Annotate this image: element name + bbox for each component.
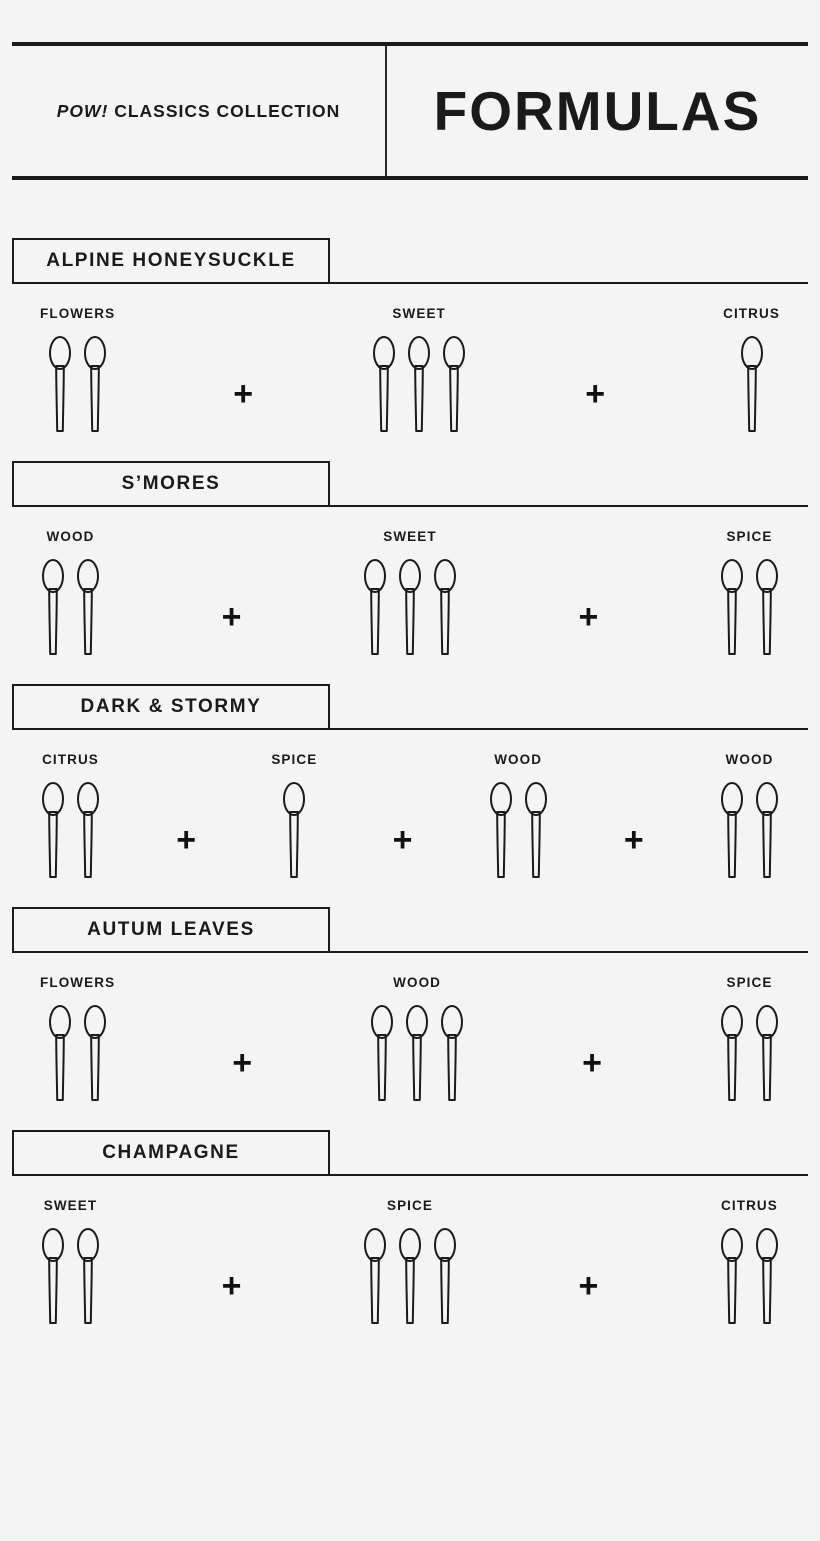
ingredient-label: WOOD [46,529,95,544]
spoon-icon [754,1227,780,1327]
plus-icon: + [578,597,599,636]
formulas-page [0,42,820,1541]
ingredient-group [362,529,458,658]
recipe-name: DARK & STORMY [12,684,330,730]
spoon-count [40,781,101,881]
ingredient-label: WOOD [494,752,543,767]
plus-icon: + [582,1043,602,1082]
spoon-icon [404,1004,430,1104]
plus-icon: + [585,374,606,413]
ingredient-label: FLOWERS [40,975,116,990]
ingredient-label: SPICE [386,1198,433,1213]
ingredient-group [369,975,465,1104]
spoon-count [739,335,765,435]
spoon-count [40,1227,101,1327]
formula-row [12,1176,808,1353]
spoon-count [719,1004,780,1104]
ingredient-group [40,1198,101,1327]
spoon-icon [47,335,73,435]
spoon-count [371,335,467,435]
collection-title [57,101,341,122]
ingredient-group [40,306,115,435]
formula-row [12,953,808,1130]
ingredient-label: SPICE [726,975,773,990]
page-header [12,42,808,180]
spoon-icon [75,558,101,658]
collection-title-pow: POW! [56,100,109,121]
spoon-count [719,558,780,658]
spoon-icon [397,558,423,658]
collection-title-block [12,46,387,176]
spoon-icon [739,335,765,435]
plus-icon: + [176,820,197,859]
ingredient-group [40,529,101,658]
spoon-count [362,1227,458,1327]
ingredient-label: FLOWERS [40,306,116,321]
spoon-icon [523,781,549,881]
ingredient-group [362,1198,458,1327]
spoon-count [488,781,549,881]
plus-icon: + [232,1043,253,1082]
spoon-icon [488,781,514,881]
ingredient-group [488,752,549,881]
spoon-icon [371,335,397,435]
ingredient-label: CITRUS [42,752,99,767]
formula-row [12,284,808,461]
spoon-icon [75,1227,101,1327]
recipe-name-row [12,461,808,507]
spoon-icon [362,1227,388,1327]
spoon-count [369,1004,465,1104]
spoon-icon [719,1227,745,1327]
page-title-block [387,46,808,176]
recipe [12,238,808,461]
plus-icon: + [623,820,644,859]
spoon-icon [754,1004,780,1104]
ingredient-group [371,306,467,435]
spoon-icon [82,1004,108,1104]
ingredient-group [719,975,780,1104]
plus-icon: + [221,1266,242,1305]
spoon-icon [406,335,432,435]
plus-icon: + [578,1266,599,1305]
spoon-icon [82,335,108,435]
plus-icon: + [233,374,254,413]
ingredient-label: SWEET [383,529,437,544]
spoon-icon [432,558,458,658]
recipe-name: ALPINE HONEYSUCKLE [12,238,330,284]
spoon-count [40,558,101,658]
spoon-count [47,1004,108,1104]
recipe-name-row [12,907,808,953]
recipe [12,461,808,684]
recipe [12,684,808,907]
spoon-icon [40,1227,66,1327]
spoon-icon [47,1004,73,1104]
spoon-icon [754,781,780,881]
spoon-icon [362,558,388,658]
spoon-icon [439,1004,465,1104]
spoon-count [719,781,780,881]
ingredient-label: SWEET [43,1198,98,1213]
spoon-count [281,781,307,881]
ingredient-label: CITRUS [721,1198,778,1213]
plus-icon: + [392,820,413,859]
formula-row [12,507,808,684]
recipe-list [12,238,808,1353]
spoon-icon [397,1227,423,1327]
spoon-icon [754,558,780,658]
formula-row [12,730,808,907]
spoon-icon [40,781,66,881]
ingredient-group [271,752,317,881]
ingredient-label: SWEET [392,306,446,321]
spoon-icon [432,1227,458,1327]
spoon-count [719,1227,780,1327]
ingredient-label: CITRUS [723,306,780,321]
collection-title-rest: CLASSICS COLLECTION [114,100,341,121]
spoon-icon [75,781,101,881]
spoon-icon [281,781,307,881]
ingredient-group [719,529,780,658]
recipe [12,1130,808,1353]
spoon-count [47,335,108,435]
recipe-name-row [12,1130,808,1176]
spoon-icon [719,1004,745,1104]
spoon-icon [40,558,66,658]
recipe-name: S’MORES [12,461,330,507]
ingredient-label: SPICE [726,529,773,544]
spoon-icon [369,1004,395,1104]
ingredient-label: WOOD [393,975,442,990]
spoon-icon [441,335,467,435]
recipe-name-row [12,238,808,284]
recipe-name: AUTUM LEAVES [12,907,330,953]
spoon-icon [719,558,745,658]
recipe-name-row [12,684,808,730]
ingredient-label: WOOD [725,752,774,767]
spoon-icon [719,781,745,881]
recipe-name: CHAMPAGNE [12,1130,330,1176]
plus-icon: + [221,597,242,636]
ingredient-group [723,306,780,435]
spoon-count [362,558,458,658]
ingredient-group [719,1198,780,1327]
ingredient-group [40,752,101,881]
page-title: FORMULAS [433,79,762,142]
ingredient-group [719,752,780,881]
ingredient-label: SPICE [271,752,318,767]
ingredient-group [40,975,115,1104]
recipe [12,907,808,1130]
